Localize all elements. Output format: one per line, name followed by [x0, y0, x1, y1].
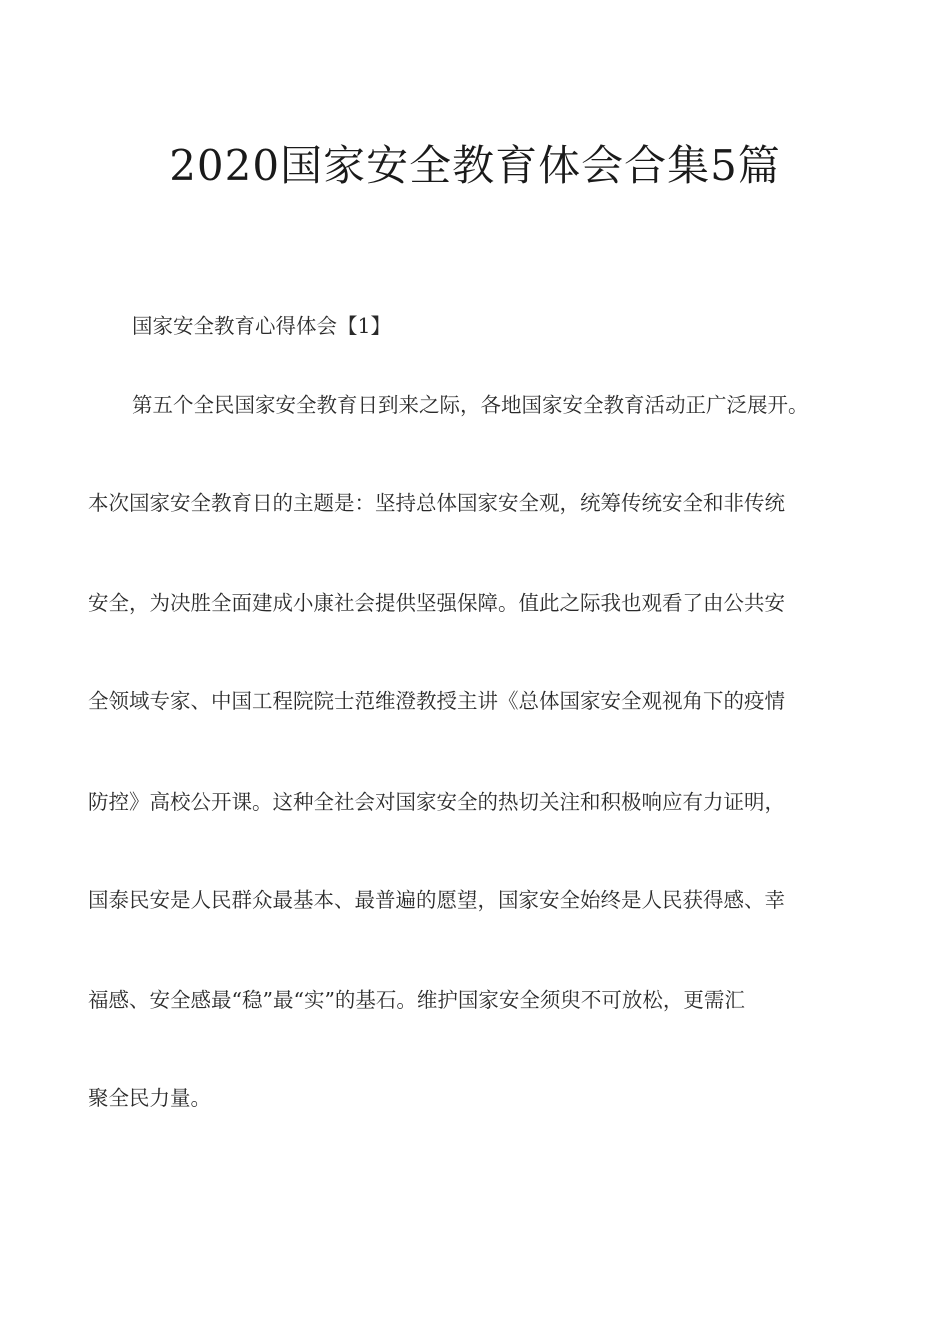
paragraph-line-1: 第五个全民国家安全教育日到来之际，各地国家安全教育活动正广泛展开。: [132, 393, 809, 417]
paragraph-line-4: 全领域专家、中国工程院院士范维澄教授主讲《总体国家安全观视角下的疫情: [88, 689, 785, 713]
paragraph-line-6: 国泰民安是人民群众最基本、最普遍的愿望，国家安全始终是人民获得感、幸: [88, 888, 785, 912]
document-title: 2020国家安全教育体会合集5篇: [169, 141, 781, 190]
paragraph-line-2: 本次国家安全教育日的主题是：坚持总体国家安全观，统筹传统安全和非传统: [88, 491, 785, 515]
paragraph-line-7: 福感、安全感最“稳”最“实”的基石。维护国家安全须臾不可放松，更需汇: [88, 988, 745, 1012]
paragraph-line-8: 聚全民力量。: [88, 1086, 211, 1110]
paragraph-line-3: 安全，为决胜全面建成小康社会提供坚强保障。值此之际我也观看了由公共安: [88, 591, 785, 615]
paragraph-line-5: 防控》高校公开课。这种全社会对国家安全的热切关注和积极响应有力证明，: [88, 790, 785, 814]
section-heading: 国家安全教育心得体会【1】: [132, 314, 392, 338]
